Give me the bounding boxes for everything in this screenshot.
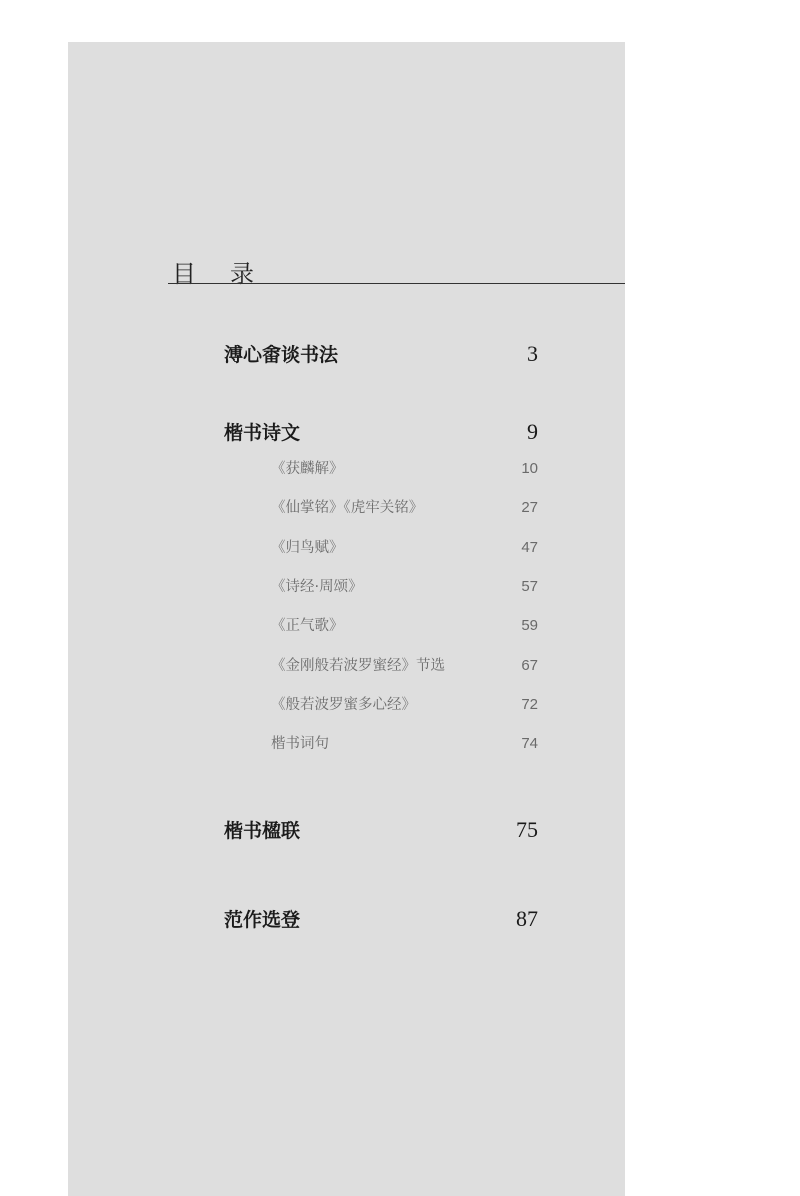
section-title: 溥心畬谈书法 (224, 344, 339, 366)
toc-subsection (271, 614, 538, 635)
toc-section (224, 418, 538, 445)
toc-subsection (271, 654, 538, 675)
toc-subsection (271, 732, 538, 753)
subsection-title: 《归鸟赋》 (271, 540, 344, 556)
subsection-title: 《般若波罗蜜多心经》 (271, 697, 416, 713)
section-title: 楷书诗文 (224, 422, 301, 444)
section-page-number: 87 (516, 906, 538, 931)
section-page-number: 75 (516, 817, 538, 842)
heading-rule (168, 283, 625, 284)
subsection-page-number: 67 (521, 657, 538, 674)
subsection-title: 《正气歌》 (271, 618, 344, 634)
subsection-page-number: 27 (521, 499, 538, 516)
toc-subsection (271, 496, 538, 517)
toc-subsection (271, 536, 538, 557)
subsection-page-number: 10 (521, 460, 538, 477)
subsection-page-number: 74 (521, 735, 538, 752)
subsection-page-number: 59 (521, 617, 538, 634)
subsection-page-number: 47 (521, 539, 538, 556)
toc-section (224, 340, 538, 367)
subsection-title: 《诗经·周颂》 (271, 579, 363, 595)
toc-subsection (271, 575, 538, 596)
section-page-number: 9 (527, 419, 538, 444)
section-title: 楷书楹联 (224, 820, 301, 842)
subsection-title: 楷书词句 (271, 736, 329, 752)
toc-heading-char-1: 目 (172, 260, 196, 288)
subsection-title: 《金刚般若波罗蜜经》节选 (271, 658, 445, 674)
toc-subsection (271, 457, 538, 478)
book-page (68, 42, 625, 1196)
toc-subsection (271, 693, 538, 714)
section-title: 范作选登 (224, 909, 301, 931)
subsection-title: 《仙掌铭》《虎牢关铭》 (271, 500, 424, 516)
toc-section (224, 816, 538, 843)
subsection-page-number: 72 (521, 696, 538, 713)
section-page-number: 3 (527, 341, 538, 366)
toc-heading-char-2: 录 (230, 260, 254, 288)
toc-section (224, 905, 538, 932)
subsection-page-number: 57 (521, 578, 538, 595)
subsection-title: 《获麟解》 (271, 461, 344, 477)
